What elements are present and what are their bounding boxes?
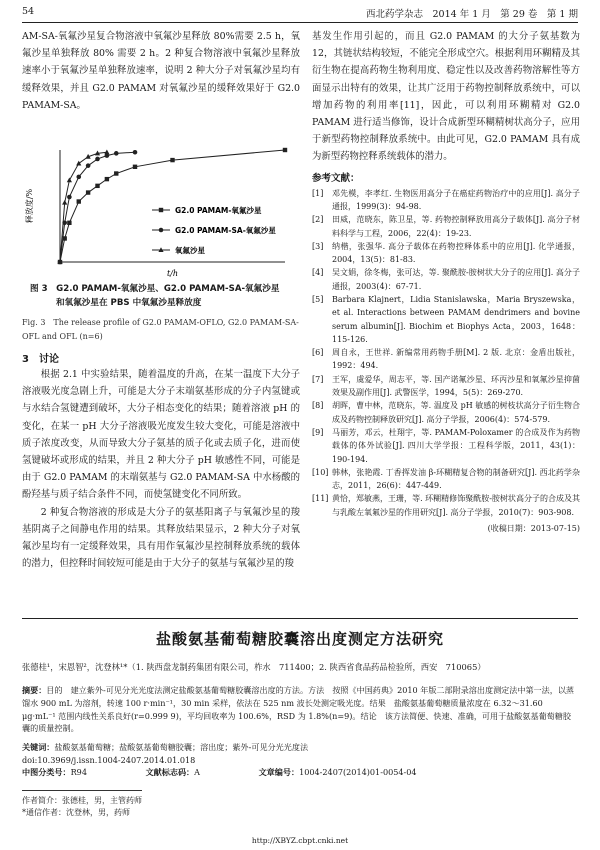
data-point-2	[114, 151, 119, 156]
section-discussion-title: 3 讨论	[22, 354, 59, 365]
data-point-1	[133, 165, 137, 169]
reference-text: 韩林，张艳霞. 丁香挥发油 β-环糊精复合物的制备研究[J]. 西北药学杂志，2011，26(6)：447-449.	[332, 467, 580, 491]
article-authors: 张德桂¹，宋恩智²，沈登林¹*（1. 陕西盘龙制药集团有限公司，柞水 711400；2. 陕西省食品药品检验所，西安 710065）	[22, 662, 486, 672]
data-point-1	[170, 158, 174, 162]
article-id-value: 1004-2407(2014)01-0054-04	[299, 767, 417, 777]
reference-text: 吴文娟，徐冬梅，张可达，等. 聚酰胺-胺树状大分子的应用[J]. 高分子通报，2003(4)：67-71.	[332, 268, 580, 291]
abstract-text: 目的 建立紫外-可见分光光度法测定盐酸氨基葡萄糖胶囊溶出度的方法。方法 按照《中国药典》2010 年版二部附录溶出度测定法中第一法，以蒸馏水 900 mL 为溶剂，转速 100 r·min⁻¹，30 min 采样，依法在 525 nm 波长处测定吸光度。结果 盐酸氨基葡萄糖质量浓度在 6.32～31.60 μg·mL⁻¹ 范围内线性关系良好(r=0.999 9)，平均回收率为 100.6%，RSD 为 1.8%(n=9)。结论 该方法简便、快速、准确，可用于盐酸氨基葡萄糖胶囊的质量控制。	[22, 685, 575, 734]
keywords-text: 盐酸氨基葡萄糖；盐酸氨基葡萄糖胶囊；溶出度；紫外-可见分光光度法	[54, 742, 309, 752]
reference-number: [5]	[312, 295, 324, 304]
data-point-3	[62, 200, 67, 205]
reference-number: [10]	[312, 467, 329, 477]
footnote-rule	[22, 790, 142, 791]
reference-item	[312, 240, 580, 267]
reference-text: 马丽芳，邓云，杜翔宇，等. PAMAM-Poloxamer 的合成及作为药物载体的体外试验[J]. 四川大学学报：工程科学版，2011，43(1)：190-194.	[332, 427, 580, 464]
reference-number: [4]	[312, 268, 324, 278]
data-point-2	[133, 150, 138, 155]
reference-item	[312, 293, 580, 346]
author-info: 作者简介：张德桂，男，主管药师	[22, 796, 142, 805]
reference-item	[312, 466, 580, 493]
legend-label-1: G2.0 PAMAM-氧氟沙星	[175, 206, 262, 215]
received-date: (收稿日期：2013-07-15)	[487, 524, 580, 534]
keywords-block	[22, 741, 578, 767]
reference-text: 周自永，王世祥. 新编常用药物手册[M]. 2 版. 北京：金盾出版社，1992：494.	[332, 348, 580, 371]
doc-code-label: 文献标志码：	[145, 767, 195, 777]
data-point-1	[114, 171, 118, 175]
keywords-label: 关键词：	[22, 742, 55, 752]
corresponding-author: *通信作者：沈登林，男，药师	[22, 807, 130, 817]
reference-text: 邓先模，李孝红. 生物医用高分子在癌症药物治疗中的应用[J]. 高分子通报，1999(3)：94-98.	[332, 188, 580, 211]
legend-marker-2	[159, 228, 164, 233]
header-rule	[22, 22, 578, 23]
data-point-3	[76, 161, 81, 166]
reference-item	[312, 346, 580, 373]
reference-number: [9]	[312, 427, 324, 437]
clc-label: 中图分类号：	[22, 767, 71, 777]
doc-code-value: A	[194, 767, 200, 777]
reference-item	[312, 266, 580, 293]
article-separator	[22, 618, 578, 619]
data-point-1	[105, 177, 109, 181]
data-point-2	[67, 195, 72, 200]
reference-text: 黄恰，郑敏燕，王珊，等. 环糊精修饰聚酰胺-胺树状高分子的合成及其与乳酸左氧氟沙星的作用研究[J]. 高分子学报，2010(7)：903-908.	[332, 494, 580, 517]
reference-item	[312, 399, 580, 426]
figure-caption-cn-line1: 图 3 G2.0 PAMAM-氧氟沙星、G2.0 PAMAM-SA-氧氟沙星	[30, 284, 280, 294]
reference-number: [2]	[312, 215, 324, 225]
data-point-3	[67, 177, 72, 182]
references-title: 参考文献：	[312, 172, 360, 184]
reference-text: 胡晖，曹中林，范晓东，等. 温度及 pH 敏感的树枝状高分子衍生物合成及药物控制释放研究[J]. 高分子学报，2006(4)：574-579.	[332, 401, 580, 424]
reference-text: 田威，范晓东，陈卫星，等. 药物控制释放用高分子载体[J]. 高分子材料科学与工程，2006，22(4)：19-23.	[332, 215, 580, 238]
reference-item	[312, 373, 580, 400]
right-paragraph: 基发生作用引起的，而且 G2.0 PAMAM 的大分子氨基数为 12，其链状结构较短，不能完全形成空穴。根据利用环糊精及其衍生物在提高药物生物利用度、稳定性以及改善药物溶解性等方面显示出特有的效果，让其广泛用于药物控制释放系统中，可以增加药物的利用率[11]，因此，可以利用环糊精对 G2.0 PAMAM 进行适当修饰，设计合成新型环糊精树状高分子，应用于新型药物控制释放系统中。由此可见，G2.0 PAMAM 具有成为新型药物控释系统载体的潜力。	[312, 31, 580, 163]
legend-label-3: 氧氟沙星	[175, 246, 205, 255]
reference-item	[312, 187, 580, 214]
running-header	[22, 6, 578, 22]
reference-number: [11]	[312, 494, 329, 504]
data-point-1	[67, 221, 71, 225]
footnote	[22, 795, 322, 819]
data-point-1	[77, 199, 81, 203]
abstract-label: 摘要：	[22, 685, 47, 695]
reference-list	[312, 187, 580, 519]
legend-label-2: G2.0 PAMAM-SA-氧氟沙星	[175, 226, 276, 235]
data-point-2	[95, 157, 100, 162]
classification-line	[22, 767, 578, 778]
figure-caption-cn	[30, 283, 300, 310]
reference-item	[312, 492, 580, 519]
y-axis-label: 释放度/%	[25, 188, 34, 224]
figure-caption-cn-line2: 和氧氟沙星在 PBS 中氧氟沙星释放度	[56, 297, 202, 308]
reference-text: 纳楷，张强华. 高分子载体在药物控释体系中的应用[J]. 化学通报，2004，13(5)：81-83.	[332, 241, 580, 265]
reference-number: [1]	[312, 188, 324, 198]
discussion-paragraph-2: 2 种复合物溶液的形成是大分子的氨基阳离子与氧氟沙星的羧基阴离子之间静电作用的结果。其释放结果显示，2 种大分子对氧氟沙星均有一定缓释效果，具有用作氧氟沙星控制释放系统的载体的潜力，但控释时间较短可能是由于大分子的氨基与氧氟沙星的羧	[22, 506, 300, 570]
page-number: 54	[22, 6, 35, 17]
right-column	[312, 28, 580, 534]
abstract-block	[22, 684, 578, 735]
data-point-1	[283, 148, 287, 152]
journal-info: 西北药学杂志 2014 年 1 月 第 29 卷 第 1 期	[366, 9, 578, 20]
footer-url: http://XBYZ.cbpt.cnki.net	[251, 836, 349, 845]
legend-marker-1	[159, 208, 163, 212]
data-point-1	[86, 190, 90, 194]
left-column-top	[22, 28, 300, 114]
reference-number: [3]	[312, 241, 324, 251]
reference-text: Barbara Klajnert，Lidia Stanislawska，Maria Bryszewska，et al. Interactions between PAMAM dendrimers and bovine serum albumin[J]. Biochim et Biophys Acta，2003，1648：115-126.	[332, 295, 580, 344]
reference-text: 王军，虞爱华，周志平，等. 国产诺氟沙星、环丙沙星和氧氟沙星抑菌效果及副作用[J]. 武警医学，1994，5(5)：269-270.	[332, 374, 580, 398]
reference-number: [7]	[312, 374, 324, 384]
article-title: 盐酸氨基葡萄糖胶囊溶出度测定方法研究	[155, 630, 444, 648]
reference-item	[312, 426, 580, 466]
data-point-2	[86, 163, 91, 168]
clc-value: R94	[70, 767, 87, 777]
data-point-3	[104, 149, 109, 154]
doi-text: doi:10.3969/j.issn.1004-2407.2014.01.018	[22, 754, 196, 765]
release-chart-svg	[22, 140, 300, 278]
data-point-1	[95, 184, 99, 188]
release-chart	[22, 140, 300, 278]
article-id-label: 文章编号：	[258, 767, 300, 777]
figure-caption-en: Fig. 3 The release profile of G2.0 PAMAM-OFLO, G2.0 PAMAM-SA-OFL and OFL (n=6)	[22, 318, 299, 341]
data-point-2	[76, 175, 81, 180]
discussion-body	[22, 366, 300, 572]
series-line-2	[60, 152, 135, 262]
reference-number: [6]	[312, 348, 324, 358]
x-axis-label: t/h	[166, 269, 179, 278]
reference-item	[312, 213, 580, 240]
reference-number: [8]	[312, 401, 324, 411]
series-line-3	[60, 152, 107, 262]
discussion-paragraph-1: 根据 2.1 中实验结果，随着温度的升高，在某一温度下大分子溶液吸光度急剧上升，可能是大分子末端氨基形成的分子内氢键或与水结合氢键遭到破坏，大分子相态变化的结果；随着溶液 pH 的变化，在某一 pH 大分子溶液吸光度发生较大变化，可能是溶液中质子浓度改变，从而导致大分子氨基的质子化或去质子化，进而使氢键破坏或形成的结果，并且 2 种大分子 pH 敏感性不同，可能是由于 G2.0 PAMAM 的末端氨基与 G2.0 PAMAM-SA 中水杨酸的酚羟基与质子结合条件不同，而使氢键变化不同所致。	[22, 369, 300, 501]
left-top-paragraph: AM-SA-氧氟沙星复合物溶液中氧氟沙星释放 80%需要 2.5 h，氧氟沙星单独释放 80% 需要 2 h。2 种复合物溶液中氧氟沙星释放速率小于氧氟沙星单独释放速率，说明 2 种大分子对氧氟沙星均有缓释效果，并且 G2.0 PAMAM 对氧氟沙星的缓释效果好于 G2.0 PAMAM-SA。	[22, 31, 300, 111]
